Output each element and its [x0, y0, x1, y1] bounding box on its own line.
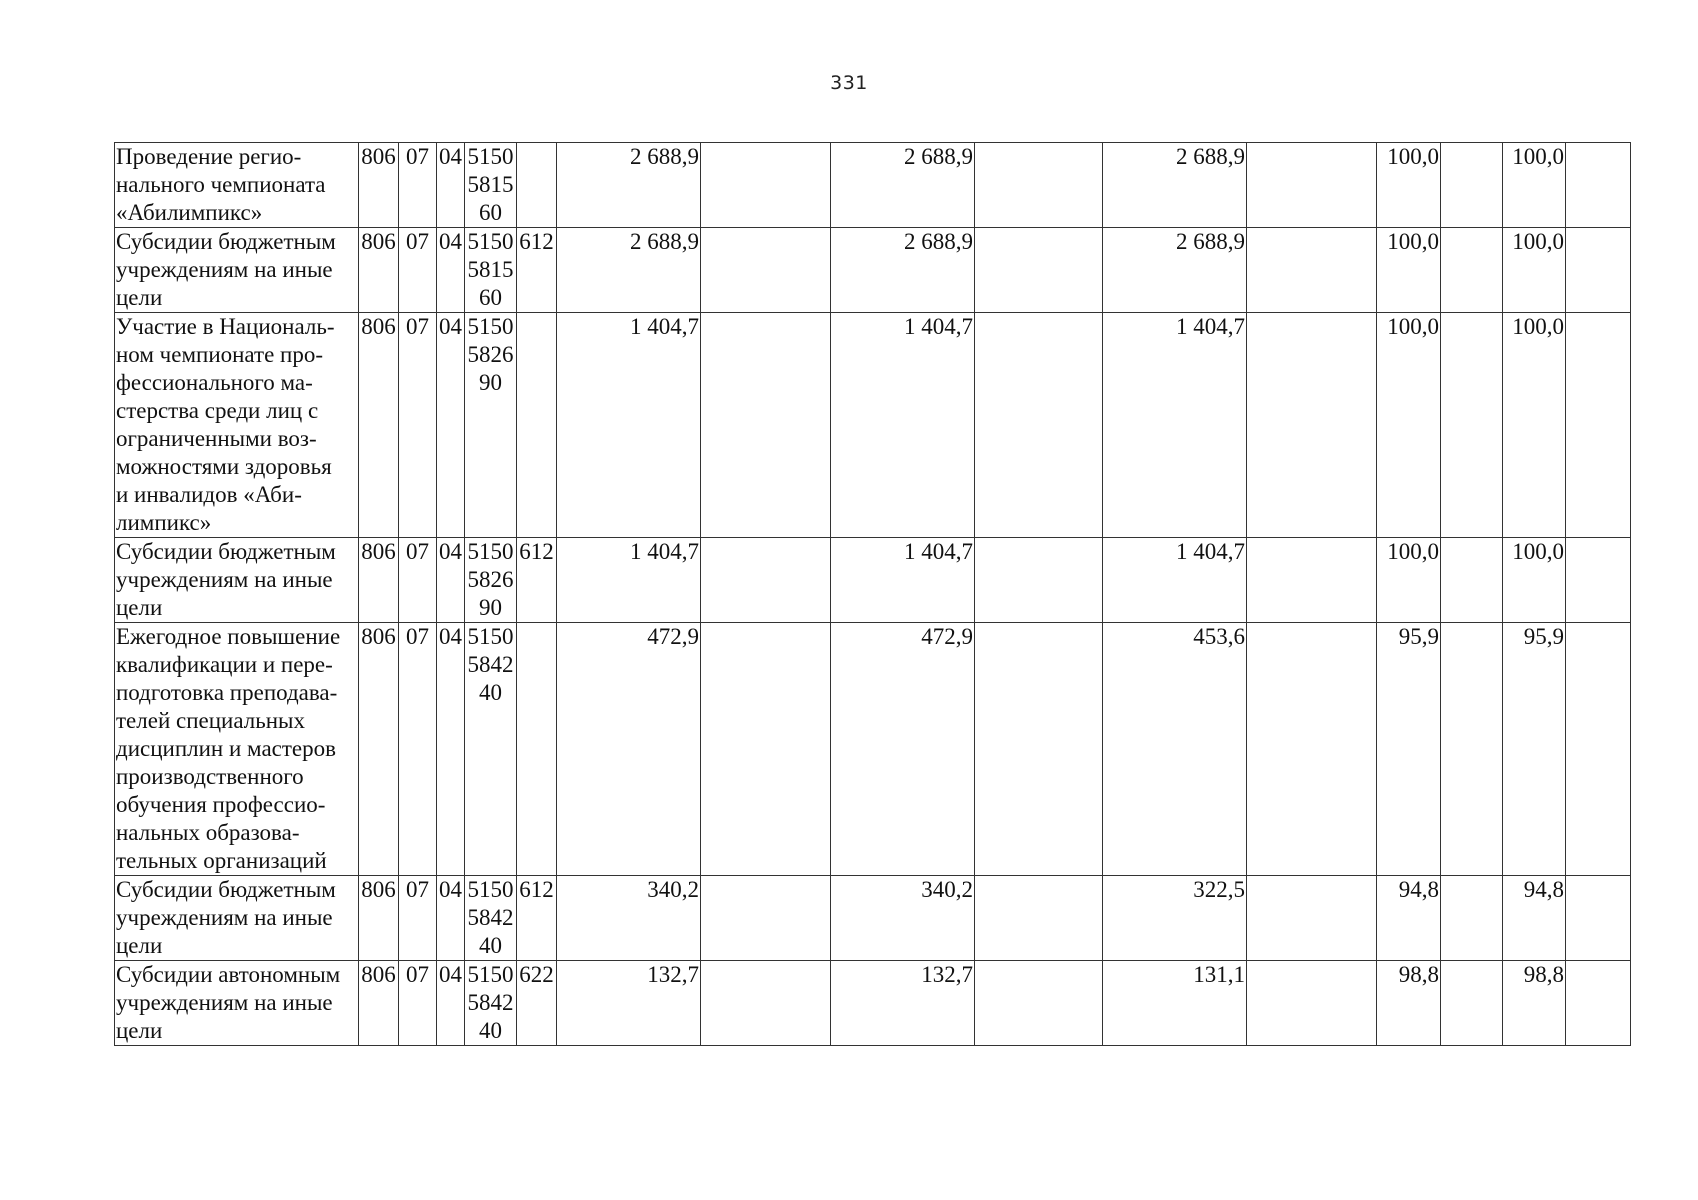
- empty-cell: [1566, 961, 1631, 1046]
- empty-cell: [975, 876, 1103, 961]
- subsection-code: 04: [437, 228, 465, 313]
- department-code: 806: [359, 623, 399, 876]
- empty-cell: [975, 538, 1103, 623]
- percent-cell: 95,9: [1503, 623, 1566, 876]
- amount-cell: 1 404,7: [1103, 313, 1247, 538]
- empty-cell: [1441, 961, 1503, 1046]
- empty-cell: [1566, 876, 1631, 961]
- amount-cell: 2 688,9: [831, 143, 975, 228]
- amount-cell: 1 404,7: [831, 538, 975, 623]
- percent-cell: 100,0: [1503, 228, 1566, 313]
- department-code: 806: [359, 538, 399, 623]
- empty-cell: [1247, 961, 1377, 1046]
- expense-type-code: [517, 313, 557, 538]
- empty-cell: [701, 143, 831, 228]
- target-article-code: 5150 5842 40: [465, 876, 517, 961]
- percent-cell: 100,0: [1377, 313, 1441, 538]
- section-code: 07: [399, 538, 437, 623]
- department-code: 806: [359, 961, 399, 1046]
- empty-cell: [1247, 876, 1377, 961]
- target-article-code: 5150 5815 60: [465, 143, 517, 228]
- empty-cell: [1441, 538, 1503, 623]
- empty-cell: [1441, 623, 1503, 876]
- row-description: Субсидии бюджетным учреждениям на иные цели: [115, 228, 359, 313]
- expense-type-code: [517, 143, 557, 228]
- section-code: 07: [399, 876, 437, 961]
- percent-cell: 100,0: [1503, 313, 1566, 538]
- empty-cell: [1441, 313, 1503, 538]
- expense-type-code: 612: [517, 538, 557, 623]
- empty-cell: [1566, 313, 1631, 538]
- empty-cell: [975, 228, 1103, 313]
- percent-cell: 100,0: [1503, 538, 1566, 623]
- table-row: [115, 623, 1631, 876]
- empty-cell: [975, 313, 1103, 538]
- empty-cell: [1441, 228, 1503, 313]
- amount-cell: 2 688,9: [1103, 143, 1247, 228]
- target-article-code: 5150 5826 90: [465, 538, 517, 623]
- subsection-code: 04: [437, 961, 465, 1046]
- amount-cell: 1 404,7: [1103, 538, 1247, 623]
- amount-cell: 2 688,9: [831, 228, 975, 313]
- percent-cell: 94,8: [1503, 876, 1566, 961]
- empty-cell: [701, 228, 831, 313]
- section-code: 07: [399, 961, 437, 1046]
- amount-cell: 1 404,7: [831, 313, 975, 538]
- subsection-code: 04: [437, 876, 465, 961]
- table-body: [115, 143, 1631, 1046]
- row-description: Субсидии бюджетным учреждениям на иные цели: [115, 876, 359, 961]
- section-code: 07: [399, 228, 437, 313]
- subsection-code: 04: [437, 623, 465, 876]
- expense-type-code: 612: [517, 876, 557, 961]
- percent-cell: 98,8: [1377, 961, 1441, 1046]
- empty-cell: [701, 623, 831, 876]
- empty-cell: [701, 961, 831, 1046]
- amount-cell: 1 404,7: [557, 313, 701, 538]
- section-code: 07: [399, 143, 437, 228]
- percent-cell: 98,8: [1503, 961, 1566, 1046]
- amount-cell: 472,9: [557, 623, 701, 876]
- row-description: Ежегодное повышение квалификации и пере- подготовка преподава- телей специальных дисциплин и мастеров производственного обучения профессио- нальных образова- тельных организаций: [115, 623, 359, 876]
- budget-table: [114, 142, 1631, 1046]
- percent-cell: 100,0: [1503, 143, 1566, 228]
- row-description: Субсидии автономным учреждениям на иные цели: [115, 961, 359, 1046]
- table-row: [115, 876, 1631, 961]
- department-code: 806: [359, 876, 399, 961]
- amount-cell: 472,9: [831, 623, 975, 876]
- expense-type-code: [517, 623, 557, 876]
- empty-cell: [1247, 538, 1377, 623]
- target-article-code: 5150 5826 90: [465, 313, 517, 538]
- row-description: Субсидии бюджетным учреждениям на иные цели: [115, 538, 359, 623]
- subsection-code: 04: [437, 538, 465, 623]
- empty-cell: [1247, 623, 1377, 876]
- amount-cell: 132,7: [831, 961, 975, 1046]
- amount-cell: 322,5: [1103, 876, 1247, 961]
- target-article-code: 5150 5815 60: [465, 228, 517, 313]
- empty-cell: [1566, 143, 1631, 228]
- row-description: Проведение регио- нального чемпионата «Абилимпикс»: [115, 143, 359, 228]
- target-article-code: 5150 5842 40: [465, 623, 517, 876]
- table-row: [115, 961, 1631, 1046]
- amount-cell: 2 688,9: [1103, 228, 1247, 313]
- section-code: 07: [399, 313, 437, 538]
- amount-cell: 2 688,9: [557, 143, 701, 228]
- amount-cell: 453,6: [1103, 623, 1247, 876]
- empty-cell: [1566, 538, 1631, 623]
- empty-cell: [975, 961, 1103, 1046]
- department-code: 806: [359, 228, 399, 313]
- empty-cell: [701, 313, 831, 538]
- percent-cell: 94,8: [1377, 876, 1441, 961]
- expense-type-code: 612: [517, 228, 557, 313]
- empty-cell: [975, 623, 1103, 876]
- section-code: 07: [399, 623, 437, 876]
- table-row: [115, 228, 1631, 313]
- empty-cell: [701, 538, 831, 623]
- empty-cell: [1247, 143, 1377, 228]
- empty-cell: [1441, 143, 1503, 228]
- percent-cell: 100,0: [1377, 538, 1441, 623]
- department-code: 806: [359, 143, 399, 228]
- percent-cell: 95,9: [1377, 623, 1441, 876]
- table-row: [115, 143, 1631, 228]
- empty-cell: [1566, 228, 1631, 313]
- amount-cell: 131,1: [1103, 961, 1247, 1046]
- expense-type-code: 622: [517, 961, 557, 1046]
- row-description: Участие в Националь- ном чемпионате про- фессионального ма- стерства среди лиц с ограниченными воз- можностями здоровья и инвалидов «Аби- лимпикс»: [115, 313, 359, 538]
- department-code: 806: [359, 313, 399, 538]
- percent-cell: 100,0: [1377, 228, 1441, 313]
- percent-cell: 100,0: [1377, 143, 1441, 228]
- amount-cell: 1 404,7: [557, 538, 701, 623]
- amount-cell: 340,2: [831, 876, 975, 961]
- empty-cell: [1247, 313, 1377, 538]
- subsection-code: 04: [437, 313, 465, 538]
- empty-cell: [701, 876, 831, 961]
- table-row: [115, 313, 1631, 538]
- amount-cell: 2 688,9: [557, 228, 701, 313]
- amount-cell: 340,2: [557, 876, 701, 961]
- empty-cell: [975, 143, 1103, 228]
- empty-cell: [1441, 876, 1503, 961]
- amount-cell: 132,7: [557, 961, 701, 1046]
- empty-cell: [1566, 623, 1631, 876]
- target-article-code: 5150 5842 40: [465, 961, 517, 1046]
- subsection-code: 04: [437, 143, 465, 228]
- page-number: 331: [830, 72, 868, 94]
- table-row: [115, 538, 1631, 623]
- empty-cell: [1247, 228, 1377, 313]
